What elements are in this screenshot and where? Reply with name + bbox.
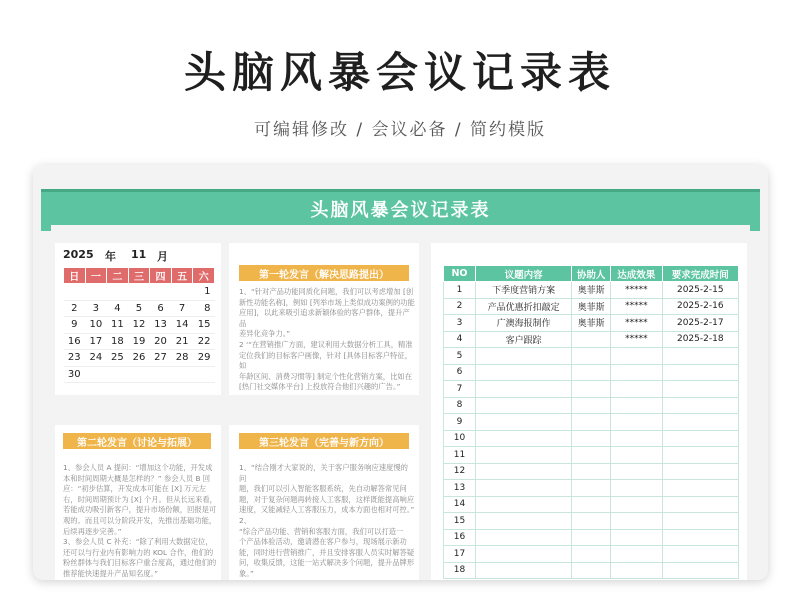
table-cell[interactable] <box>572 562 611 579</box>
calendar-week-row <box>64 284 215 301</box>
calendar-day[interactable]: 24 <box>85 350 107 367</box>
table-cell[interactable] <box>662 546 738 563</box>
round3-line: 题，我们可以引入智能客服系统，先自动解答常见问 <box>239 484 407 494</box>
topics-table <box>443 265 739 579</box>
round3-text[interactable] <box>239 463 415 580</box>
calendar-weekday: 四 <box>150 268 172 284</box>
table-cell[interactable] <box>476 513 572 530</box>
table-row <box>444 529 739 546</box>
table-cell[interactable]: 奥菲斯 <box>572 315 611 332</box>
table-row <box>444 397 739 414</box>
round2-line: 本和时间周期大概是怎样的？” 参会人员 B 回 <box>63 473 211 483</box>
banner-inner <box>51 225 750 233</box>
table-row <box>444 381 739 398</box>
table-cell[interactable] <box>611 513 662 530</box>
round3-line: 能，同时进行营销推广，并且安排客服人员实时解答疑 <box>239 547 415 557</box>
sheet-card <box>33 165 768 580</box>
table-cell[interactable] <box>611 397 662 414</box>
table-row <box>444 480 739 497</box>
table-cell[interactable] <box>611 381 662 398</box>
table-cell[interactable]: 2025-2-16 <box>662 298 738 315</box>
table-cell[interactable]: 1 <box>444 282 476 299</box>
calendar-day[interactable]: 26 <box>128 350 150 367</box>
calendar-day <box>64 284 86 301</box>
table-cell[interactable] <box>662 447 738 464</box>
calendar-day[interactable]: 15 <box>193 317 215 334</box>
table-cell[interactable] <box>476 348 572 365</box>
table-cell[interactable]: 下季度营销方案 <box>476 282 572 299</box>
table-cell[interactable] <box>662 463 738 480</box>
table-cell[interactable] <box>611 430 662 447</box>
table-cell[interactable] <box>662 562 738 579</box>
table-row <box>444 546 739 563</box>
calendar-day[interactable]: 7 <box>171 300 193 317</box>
calendar-day[interactable]: 9 <box>64 317 86 334</box>
table-cell[interactable] <box>662 397 738 414</box>
calendar-day[interactable]: 2 <box>64 300 86 317</box>
calendar-day <box>193 366 215 383</box>
calendar-day[interactable]: 4 <box>107 300 129 317</box>
calendar-day[interactable]: 10 <box>85 317 107 334</box>
table-cell[interactable] <box>611 562 662 579</box>
round3-line: 问，收集反馈，这能一站式解决多个问题，提升品牌形 <box>239 558 415 568</box>
round3-line: 题，对于复杂问题再转接人工客服，这样既能提高响应 <box>239 494 415 504</box>
table-cell[interactable]: 产品优惠折扣敲定 <box>476 298 572 315</box>
table-cell[interactable] <box>476 397 572 414</box>
table-cell[interactable] <box>662 480 738 497</box>
table-cell[interactable] <box>611 447 662 464</box>
table-cell[interactable]: 4 <box>444 331 476 348</box>
table-cell[interactable]: 17 <box>444 546 476 563</box>
calendar-day[interactable]: 3 <box>85 300 107 317</box>
round2-line: 1、参会人员 A 提问：“增加这个功能，开发成 <box>63 463 213 472</box>
table-cell[interactable] <box>476 414 572 431</box>
calendar-header <box>63 248 168 264</box>
round2-line: 观的。而且可以分阶段开发，先推出基础功能， <box>63 515 217 525</box>
table-row <box>444 513 739 530</box>
calendar-day[interactable]: 1 <box>193 284 215 301</box>
table-cell[interactable] <box>662 496 738 513</box>
calendar-week-row <box>64 317 215 334</box>
table-cell[interactable] <box>572 348 611 365</box>
round2-line: 3、参会人员 C 补充：“除了利用大数据定位， <box>63 537 213 547</box>
table-cell[interactable]: 13 <box>444 480 476 497</box>
calendar-day[interactable]: 11 <box>107 317 129 334</box>
round2-text[interactable] <box>63 463 219 580</box>
table-cell[interactable] <box>611 348 662 365</box>
table-cell[interactable] <box>662 364 738 381</box>
table-cell[interactable] <box>662 430 738 447</box>
round2-line: 粉丝群体与我们目标客户重合度高，通过他们的 <box>63 558 217 568</box>
table-cell[interactable]: 5 <box>444 348 476 365</box>
calendar-day[interactable]: 29 <box>193 350 215 367</box>
topics-panel <box>431 243 747 580</box>
round2-line: 推荐能快速提升产品知名度。” <box>63 568 158 578</box>
calendar-grid <box>63 267 215 383</box>
calendar-day[interactable]: 27 <box>150 350 172 367</box>
calendar-day[interactable]: 5 <box>128 300 150 317</box>
table-cell[interactable] <box>476 546 572 563</box>
calendar-week-row <box>64 366 215 383</box>
table-cell[interactable]: ***** <box>611 331 662 348</box>
table-cell[interactable]: 18 <box>444 562 476 579</box>
table-cell[interactable]: 11 <box>444 447 476 464</box>
round3-line: 1、“结合刚才大家说的，关于客户服务响应速度慢的问 <box>239 463 408 483</box>
topics-column-header: 达成效果 <box>611 266 662 282</box>
calendar-weekday-row <box>64 268 215 284</box>
calendar-day[interactable]: 16 <box>64 333 86 350</box>
table-row <box>444 496 739 513</box>
calendar-day <box>171 366 193 383</box>
table-cell[interactable] <box>476 463 572 480</box>
table-row <box>444 562 739 579</box>
calendar-month-label: 月 <box>157 250 168 263</box>
table-cell[interactable] <box>572 397 611 414</box>
round1-line: 年龄区间、消费习惯等] 制定个性化营销方案，比如在 <box>239 371 412 381</box>
table-cell[interactable] <box>662 348 738 365</box>
table-cell[interactable] <box>572 480 611 497</box>
table-row <box>444 430 739 447</box>
table-cell[interactable] <box>476 480 572 497</box>
calendar-day[interactable]: 20 <box>150 333 172 350</box>
table-cell[interactable] <box>611 414 662 431</box>
table-cell[interactable]: 16 <box>444 529 476 546</box>
round1-line: 应用]，以此来吸引追求新颖体验的客户群体，提升产品 <box>239 308 410 328</box>
topics-header-row <box>444 266 739 282</box>
table-cell[interactable]: 奥菲斯 <box>572 282 611 299</box>
topics-column-header: NO <box>444 266 476 282</box>
table-cell[interactable]: 3 <box>444 315 476 332</box>
table-cell[interactable]: 2025-2-15 <box>662 282 738 299</box>
topics-column-header: 协助人 <box>572 266 611 282</box>
round1-line: [热门社交媒体平台] 上投放符合他们兴趣的广告。” <box>239 382 401 392</box>
table-cell[interactable]: 6 <box>444 364 476 381</box>
sheet-title-banner: 头脑风暴会议记录表 <box>41 189 760 225</box>
table-cell[interactable] <box>662 381 738 398</box>
table-cell[interactable]: 客户跟踪 <box>476 331 572 348</box>
table-cell[interactable] <box>572 463 611 480</box>
calendar-year[interactable]: 2025 <box>63 248 94 261</box>
table-cell[interactable]: 2 <box>444 298 476 315</box>
round2-line: 应：“初步估算，开发成本可能在 [X] 万元左 <box>63 484 207 494</box>
round3-line: 速度，又能减轻人工客服压力，成本方面也相对可控。” <box>239 505 415 515</box>
table-cell[interactable] <box>572 381 611 398</box>
table-cell[interactable]: 2025-2-18 <box>662 331 738 348</box>
round2-line: 后续再逐步完善。” <box>63 526 122 536</box>
table-cell[interactable]: 7 <box>444 381 476 398</box>
calendar-panel <box>55 243 221 395</box>
calendar-day[interactable]: 25 <box>107 350 129 367</box>
table-cell[interactable] <box>572 414 611 431</box>
round1-line: 2 ‘“在营销推广方面，建议利用大数据分析工具，精准 <box>239 339 413 349</box>
calendar-day <box>85 284 107 301</box>
calendar-weekday: 三 <box>128 268 150 284</box>
round3-line: 2、 <box>239 515 251 525</box>
table-cell[interactable]: 2025-2-17 <box>662 315 738 332</box>
table-cell[interactable] <box>476 529 572 546</box>
table-cell[interactable]: 8 <box>444 397 476 414</box>
calendar-year-label: 年 <box>105 250 116 263</box>
calendar-weekday: 一 <box>85 268 107 284</box>
round3-line: “综合产品功能、营销和客服方面，我们可以打造一 <box>239 526 404 536</box>
round1-line: 1、“针对产品功能同质化问题，我们可以考虑增加 [创 <box>239 287 414 296</box>
table-row <box>444 331 739 348</box>
round1-text[interactable] <box>239 287 415 393</box>
round3-line: 个产品体验活动，邀请潜在客户参与，现场展示新功 <box>239 537 407 547</box>
calendar-day[interactable]: 6 <box>150 300 172 317</box>
round3-line: 象。” <box>239 568 254 578</box>
calendar-weekday: 六 <box>193 268 215 284</box>
table-cell[interactable]: ***** <box>611 298 662 315</box>
round1-line: 差异化竞争力。” <box>239 329 291 339</box>
calendar-day[interactable]: 18 <box>107 333 129 350</box>
calendar-day[interactable]: 23 <box>64 350 86 367</box>
table-cell[interactable] <box>572 447 611 464</box>
round2-line: 右，时间周期预计为 [X] 个月。但从长远来看， <box>63 494 217 504</box>
table-cell[interactable] <box>662 529 738 546</box>
table-cell[interactable] <box>662 513 738 530</box>
round3-panel <box>229 425 419 580</box>
table-cell[interactable] <box>611 496 662 513</box>
round3-header: 第三轮发言（完善与新方向） <box>239 433 409 449</box>
table-cell[interactable]: 9 <box>444 414 476 431</box>
calendar-days <box>64 284 215 383</box>
round1-line: 新性功能名称]，例如 [列举市场上类似成功案例的功能 <box>239 297 415 307</box>
table-cell[interactable]: 14 <box>444 496 476 513</box>
calendar-day[interactable]: 8 <box>193 300 215 317</box>
table-cell[interactable] <box>572 546 611 563</box>
table-cell[interactable] <box>476 430 572 447</box>
table-cell[interactable]: ***** <box>611 282 662 299</box>
table-row <box>444 463 739 480</box>
topics-body <box>444 282 739 579</box>
calendar-day[interactable]: 17 <box>85 333 107 350</box>
table-cell[interactable] <box>476 447 572 464</box>
calendar-day[interactable]: 13 <box>150 317 172 334</box>
round2-panel <box>55 425 221 580</box>
table-cell[interactable] <box>611 546 662 563</box>
round1-panel <box>229 243 419 395</box>
calendar-week-row <box>64 350 215 367</box>
calendar-day[interactable]: 22 <box>193 333 215 350</box>
topics-column-header: 议题内容 <box>476 266 572 282</box>
table-cell[interactable]: 12 <box>444 463 476 480</box>
round2-line: 若能成功吸引新客户，提升市场份额，回报是可 <box>63 505 217 515</box>
table-cell[interactable]: 广澳海报制作 <box>476 315 572 332</box>
calendar-day <box>85 366 107 383</box>
calendar-day <box>128 284 150 301</box>
table-row <box>444 414 739 431</box>
table-cell[interactable]: 15 <box>444 513 476 530</box>
round1-line: 定位我们的目标客户画像，针对 [具体目标客户特征，如 <box>239 350 412 371</box>
calendar-month[interactable]: 11 <box>131 248 147 261</box>
topics-column-header: 要求完成时间 <box>662 266 738 282</box>
table-cell[interactable]: 10 <box>444 430 476 447</box>
table-cell[interactable] <box>611 364 662 381</box>
table-cell[interactable] <box>476 496 572 513</box>
calendar-day[interactable]: 21 <box>171 333 193 350</box>
calendar-day[interactable]: 12 <box>128 317 150 334</box>
table-cell[interactable] <box>476 364 572 381</box>
calendar-weekday: 日 <box>64 268 86 284</box>
table-cell[interactable] <box>662 414 738 431</box>
table-cell[interactable]: 奥菲斯 <box>572 298 611 315</box>
table-cell[interactable] <box>572 513 611 530</box>
table-row <box>444 348 739 365</box>
round2-line: 还可以与行业内有影响力的 KOL 合作，他们的 <box>63 547 214 557</box>
table-row <box>444 447 739 464</box>
table-cell[interactable] <box>572 529 611 546</box>
table-cell[interactable] <box>476 381 572 398</box>
round2-header: 第二轮发言（讨论与拓展） <box>63 433 211 449</box>
calendar-weekday: 二 <box>107 268 129 284</box>
calendar-week-row <box>64 300 215 317</box>
table-row <box>444 298 739 315</box>
table-cell[interactable]: ***** <box>611 315 662 332</box>
table-cell[interactable] <box>572 331 611 348</box>
calendar-day[interactable]: 19 <box>128 333 150 350</box>
calendar-day <box>171 284 193 301</box>
page-subtitle: 可编辑修改 / 会议必备 / 简约模版 <box>253 120 547 140</box>
page-title: 头脑风暴会议记录表 <box>183 48 616 97</box>
calendar-day[interactable]: 30 <box>64 366 86 383</box>
calendar-day <box>107 366 129 383</box>
table-row <box>444 315 739 332</box>
calendar-day <box>150 284 172 301</box>
calendar-day <box>107 284 129 301</box>
table-cell[interactable] <box>476 562 572 579</box>
calendar-day[interactable]: 28 <box>171 350 193 367</box>
table-cell[interactable] <box>572 496 611 513</box>
table-row <box>444 364 739 381</box>
table-cell[interactable] <box>611 480 662 497</box>
table-cell[interactable] <box>572 430 611 447</box>
calendar-week-row <box>64 333 215 350</box>
table-cell[interactable] <box>611 463 662 480</box>
calendar-day <box>128 366 150 383</box>
table-cell[interactable] <box>611 529 662 546</box>
round1-header: 第一轮发言（解决思路提出） <box>239 265 409 281</box>
calendar-weekday: 五 <box>171 268 193 284</box>
table-row <box>444 282 739 299</box>
table-cell[interactable] <box>572 364 611 381</box>
calendar-day[interactable]: 14 <box>171 317 193 334</box>
calendar-day <box>150 366 172 383</box>
